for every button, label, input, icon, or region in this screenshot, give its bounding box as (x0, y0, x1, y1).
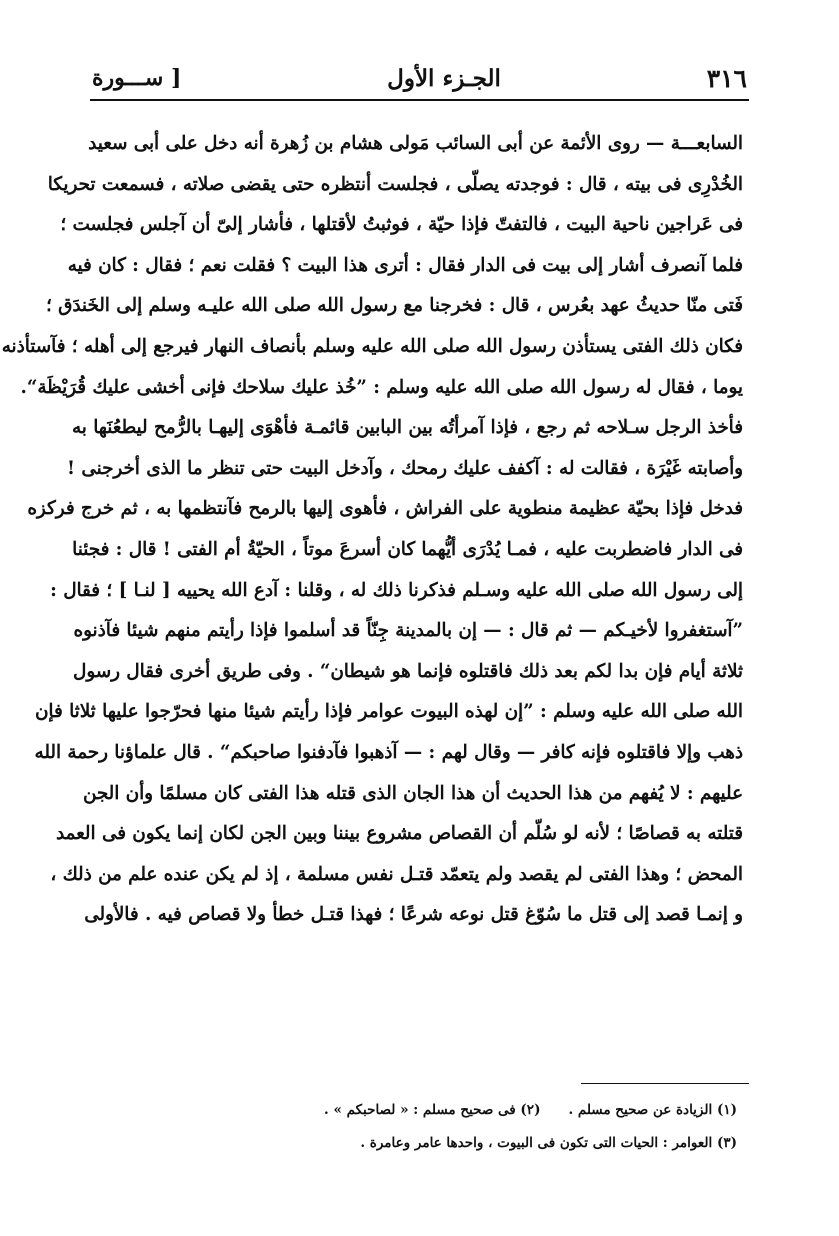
main-text (1, 124, 743, 936)
text-line: وأصابته غَيْرَة ، فقالت له : آكفف عليك رمحك ، وآدخل البيت حتى تنظر ما الذى أخرجنى ! (66, 457, 743, 479)
text-line: و إنمـا قصد إلى قتل ما سُوّغ قتل نوعه شرعًا ؛ فهذا قتـل خطأ ولا قصاص فيه . فالأولى (84, 904, 743, 926)
text-line: الله صلى الله عليه وسلم : ”إن لهذه البيوت عوامر فإذا رأيتم شيئا منها فحرّجوا عليها ثلاثا فإن (35, 701, 743, 723)
footnote-divider (581, 1083, 749, 1084)
text-line: فدخل فإذا بحيّة عظيمة منطوية على الفراش ، فأهوى إليها بالرمح فآنتظمها به ، ثم خرج فركزه (27, 498, 743, 520)
text-line: فى الدار فاضطربت عليه ، فمـا يُدْرَى أيُّهما كان أسرعَ موتاً ، الحيّةُ أم الفتى ! قال : فجئنا (72, 538, 743, 560)
page-header (92, 58, 747, 98)
text-line: ذهب وإلا فاقتلوه فإنه كافر — وقال لهم : — آذهبوا فآدفنوا صاحبكم“ . قال علماؤنا رحمة الله (34, 741, 743, 763)
text-line: فكان ذلك الفتى يستأذن رسول الله صلى الله عليه وسلم بأنصاف النهار فيرجع إلى أهله ؛ فآستأذنه (1, 335, 743, 357)
running-title: الجـزء الأول (387, 64, 501, 92)
text-line: السابعـــة — روى الأئمة عن أبى السائب مَولى هشام بن زُهرة أنه دخل على أبى سعيد (88, 133, 743, 154)
text-line: ”آستغفروا لأخيـكم — ثم قال : — إن بالمدينة جِنّاً قد أسلموا فإذا رأيتم منهم شيئا فآذنوه (73, 620, 743, 642)
text-line: الخُدْرِى فى بيته ، قال : فوجدته يصلّى ، فجلست أنتظره حتى يقضى صلاته ، فسمعت تحريكا (47, 173, 743, 195)
footnote-3: (٣) العوامر : الحيات التى تكون فى البيوت ، واحدها عامر وعامرة . (360, 1135, 737, 1151)
footnote-row (120, 1127, 737, 1160)
text-line: يوما ، فقال له رسول الله صلى الله عليه وسلم : ”خُذ عليك سلاحك فإنى أخشى عليك قُرَيْظَة“. (20, 376, 743, 398)
text-line: فى عَراجين ناحية البيت ، فالتفتّ فإذا حيّة ، فوثبتُ لأقتلها ، فأشار إلىّ أن آجلس فجلست ؛ (60, 214, 743, 236)
text-line: المحض ؛ وهذا الفتى لم يقصد ولم يتعمّد قتـل نفس مسلمة ، إذ لم يكن عنده علم من ذلك ، (50, 863, 743, 885)
page-number: ٣١٦ (706, 63, 747, 93)
text-line: إلى رسول الله صلى الله عليه وسـلم فذكرنا ذلك له ، وقلنا : آدع الله يحييه [ لنـا ] ؛ فقال : (50, 579, 743, 601)
footnotes (120, 1094, 737, 1160)
text-line: قتلته به قصاصًا ؛ لأنه لو سُلّم أن القصاص مشروع بيننا وبين الجن لكان إنما يكون فى العمد (55, 823, 743, 845)
footnote-2: (٢) فى صحيح مسلم : « لصاحبكم » . (324, 1102, 541, 1118)
text-line: فلما آنصرف أشار إلى بيت فى الدار فقال : أترى هذا البيت ؟ فقلت نعم ؛ فقال : كان فيه (67, 254, 743, 276)
footnote-1: (١) الزيادة عن صحيح مسلم . (568, 1102, 737, 1118)
footnote-row (120, 1094, 737, 1127)
text-line: فَتى منّا حديثُ عهد بعُرس ، قال : فخرجنا مع رسول الله صلى الله عليـه وسلم إلى الخَندَق ؛ (45, 295, 743, 317)
surah-label: [ ســـورة (92, 65, 182, 91)
text-line: فأخذ الرجل سـلاحه ثم رجع ، فإذا آمرأتُه بين البابين قائمـة فأهْوَى إليهـا بالرُّمح ليطعُنَها به (71, 417, 743, 439)
text-line: عليهم : لا يُفهم من هذا الحديث أن هذا الجان الذى قتله هذا الفتى كان مسلمًا وأن الجن (82, 782, 743, 804)
header-divider (90, 99, 749, 101)
text-line: ثلاثة أيام فإن بدا لكم بعد ذلك فاقتلوه فإنما هو شيطان“ . وفى طريق أخرى فقال رسول (73, 660, 743, 682)
